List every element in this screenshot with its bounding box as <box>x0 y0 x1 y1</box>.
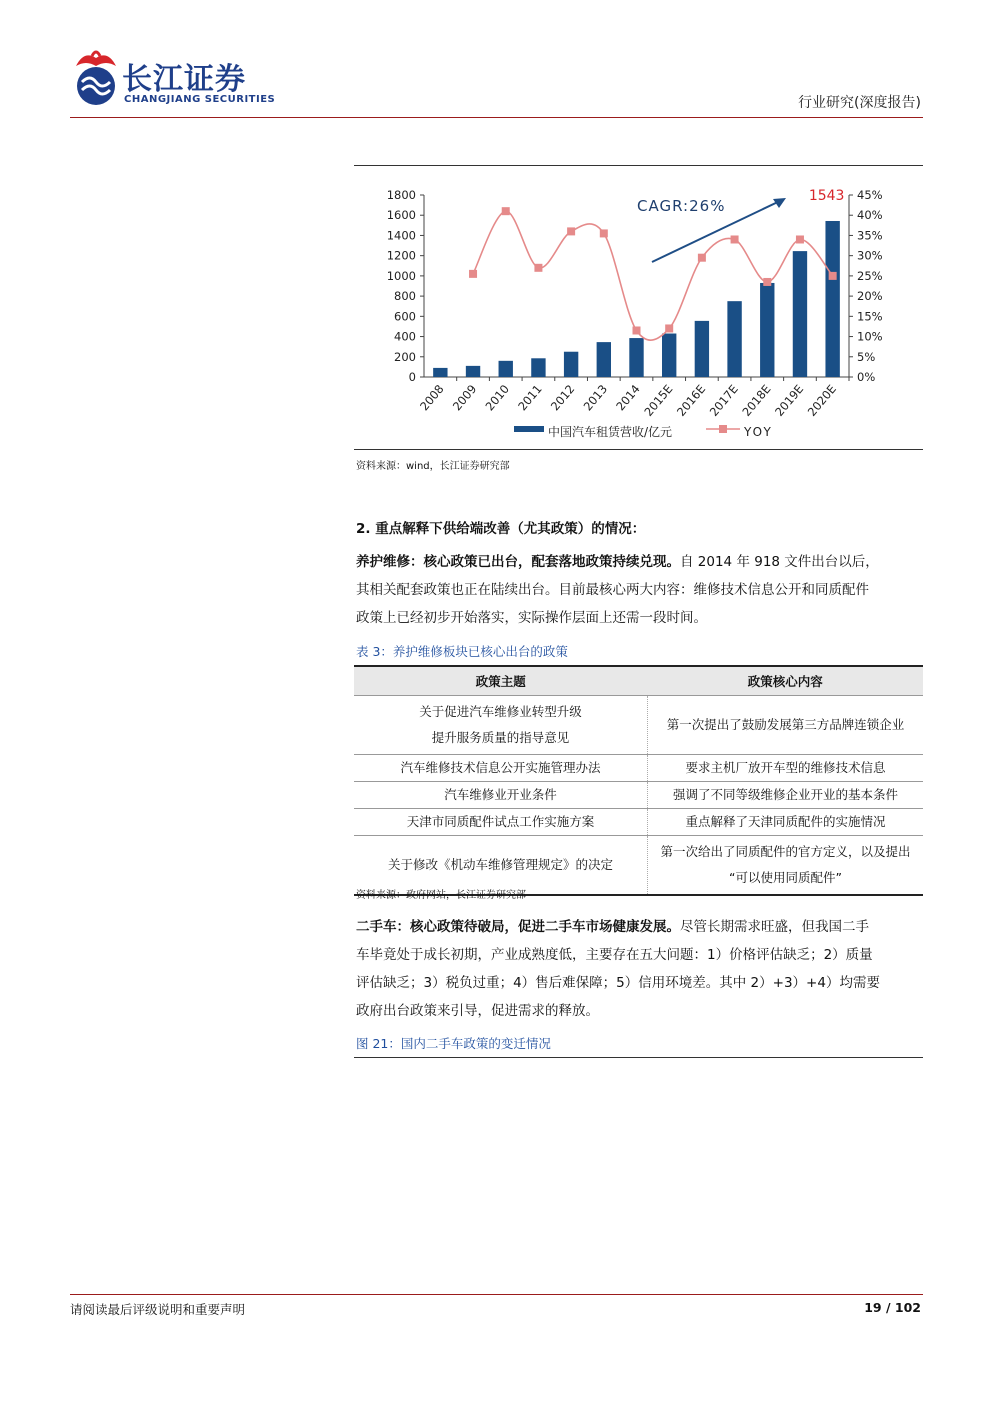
yoy-marker <box>600 229 608 237</box>
paragraph-line: 车毕竟处于成长初期，产业成熟度低，主要存在五大问题：1）价格评估缺乏；2）质量 <box>356 947 873 963</box>
policy-content-cell: 第一次给出了同质配件的官方定义，以及提出 “可以使用同质配件” <box>648 836 924 896</box>
figure-divider <box>354 1057 923 1058</box>
page-number: 19 / 102 <box>864 1300 921 1315</box>
yoy-marker <box>502 207 510 215</box>
x-tick-label: 2020E <box>804 381 839 419</box>
left-tick-label: 1600 <box>386 208 416 223</box>
x-tick-label: 2011 <box>515 381 545 414</box>
table-row <box>354 809 923 836</box>
right-tick-label: 20% <box>857 289 883 304</box>
revenue-bar <box>793 251 807 377</box>
legend-bar-label: 中国汽车租赁营收/亿元 <box>548 425 673 439</box>
x-tick-label: 2019E <box>772 381 807 419</box>
brand-name-cn: 长江证券 <box>122 62 246 97</box>
policy-content-cell: 要求主机厂放开车型的维修技术信息 <box>648 755 924 782</box>
paragraph-line: 养护维修：核心政策已出台，配套落地政策持续兑现。自 2014 年 918 文件出台以后， <box>356 554 879 570</box>
logo-emblem-icon <box>70 48 122 112</box>
left-tick-label: 800 <box>394 289 416 304</box>
legend-bar-swatch <box>514 426 544 432</box>
yoy-marker <box>829 272 837 280</box>
footer-divider <box>70 1294 923 1295</box>
right-tick-label: 15% <box>857 309 883 324</box>
company-logo <box>70 48 310 112</box>
right-tick-label: 40% <box>857 208 883 223</box>
legend-line-label: YOY <box>744 425 773 439</box>
x-tick-label: 2012 <box>547 381 578 414</box>
revenue-bar <box>629 338 643 377</box>
revenue-bar <box>695 321 709 377</box>
paragraph-line: 二手车：核心政策待破局，促进二手车市场健康发展。尽管长期需求旺盛，但我国二手 <box>356 919 869 935</box>
chart-source: 资料来源：wind，长江证券研究部 <box>356 461 510 472</box>
yoy-marker <box>796 235 804 243</box>
table-row <box>354 755 923 782</box>
chart-top-divider <box>354 165 923 166</box>
table-row <box>354 696 923 755</box>
chart-bottom-divider <box>354 449 923 450</box>
revenue-bar <box>564 352 578 377</box>
brand-name-en: CHANGJIANG SECURITIES <box>124 94 276 105</box>
left-tick-label: 200 <box>394 349 416 364</box>
left-tick-label: 400 <box>394 329 416 344</box>
cagr-annotation: CAGR:26% <box>637 197 726 215</box>
yoy-marker <box>731 235 739 243</box>
left-tick-label: 1400 <box>386 228 416 243</box>
report-section-label: 行业研究(深度报告) <box>798 95 921 111</box>
x-tick-label: 2017E <box>706 381 741 419</box>
revenue-bar <box>531 358 545 377</box>
x-tick-label: 2008 <box>417 381 447 414</box>
revenue-bar <box>597 342 611 377</box>
left-tick-label: 1800 <box>386 188 416 202</box>
highlight-value-label: 1543 <box>808 188 845 204</box>
table-row <box>354 782 923 809</box>
column-header: 政策主题 <box>354 666 648 696</box>
right-tick-label: 25% <box>857 268 883 283</box>
right-tick-label: 45% <box>857 188 883 202</box>
figure-caption: 图 21：国内二手车政策的变迁情况 <box>356 1036 551 1051</box>
policy-content-cell: 第一次提出了鼓励发展第三方品牌连锁企业 <box>648 696 924 755</box>
policy-content-cell: 强调了不同等级维修企业开业的基本条件 <box>648 782 924 809</box>
left-tick-label: 1200 <box>386 248 416 263</box>
header-divider <box>70 117 923 118</box>
table-source: 资料来源：政府网站，长江证券研究部 <box>356 890 526 901</box>
x-tick-label: 2009 <box>449 381 480 414</box>
revenue-bar <box>825 221 839 377</box>
policy-topic-cell: 汽车维修业开业条件 <box>354 782 648 809</box>
policy-topic-cell: 汽车维修技术信息公开实施管理办法 <box>354 755 648 782</box>
x-tick-label: 2014 <box>613 381 643 414</box>
revenue-bar <box>662 334 676 377</box>
revenue-bar <box>727 301 741 377</box>
legend-line-marker <box>719 425 727 433</box>
section-heading: 2. 重点解释下供给端改善（尤其政策）的情况： <box>356 521 646 537</box>
left-tick-label: 600 <box>394 309 416 324</box>
x-tick-label: 2010 <box>482 381 513 414</box>
right-tick-label: 10% <box>857 329 883 344</box>
yoy-marker <box>567 227 575 235</box>
yoy-marker <box>698 254 706 262</box>
policy-content-cell: 重点解释了天津同质配件的实施情况 <box>648 809 924 836</box>
x-tick-label: 2018E <box>739 381 774 419</box>
left-tick-label: 0 <box>408 370 416 384</box>
yoy-marker <box>534 264 542 272</box>
yoy-marker <box>763 278 771 286</box>
revenue-bar <box>499 361 513 377</box>
yoy-marker <box>469 270 477 278</box>
revenue-chart <box>354 180 923 445</box>
yoy-marker <box>633 326 641 334</box>
paragraph-line: 政策上已经初步开始落实，实际操作层面上还需一段时间。 <box>356 610 707 626</box>
yoy-marker <box>665 324 673 332</box>
policy-topic-cell: 关于修改《机动车维修管理规定》的决定 <box>354 836 648 896</box>
paragraph-line: 政府出台政策来引导，促进需求的释放。 <box>356 1003 599 1019</box>
right-tick-label: 0% <box>857 370 876 384</box>
policy-topic-cell: 天津市同质配件试点工作实施方案 <box>354 809 648 836</box>
revenue-bar <box>760 283 774 377</box>
left-tick-label: 1000 <box>386 268 416 283</box>
policy-table <box>354 665 923 896</box>
right-tick-label: 35% <box>857 228 883 243</box>
column-header: 政策核心内容 <box>648 666 924 696</box>
revenue-bar <box>466 366 480 377</box>
paragraph-line: 评估缺乏；3）税负过重；4）售后难保障；5）信用环境差。其中 2）+3）+4）均需要 <box>356 975 880 991</box>
footer-disclaimer: 请阅读最后评级说明和重要声明 <box>70 1302 246 1317</box>
x-tick-label: 2016E <box>673 381 709 419</box>
table-header-row <box>354 666 923 696</box>
paragraph-lead: 养护维修：核心政策已出台，配套落地政策持续兑现。 <box>356 554 680 570</box>
yoy-line <box>473 211 833 340</box>
right-tick-label: 5% <box>857 349 876 364</box>
policy-topic-cell: 关于促进汽车维修业转型升级 提升服务质量的指导意见 <box>354 696 648 755</box>
table-caption: 表 3：养护维修板块已核心出台的政策 <box>356 644 568 659</box>
right-tick-label: 30% <box>857 248 883 263</box>
x-tick-label: 2015E <box>641 381 676 419</box>
revenue-bar <box>433 368 447 377</box>
paragraph-line: 其相关配套政策也正在陆续出台。目前最核心两大内容：维修技术信息公开和同质配件 <box>356 582 869 598</box>
maintenance-paragraph <box>356 548 922 632</box>
x-tick-label: 2013 <box>580 381 611 414</box>
used-car-paragraph <box>356 913 922 1025</box>
paragraph-lead: 二手车：核心政策待破局，促进二手车市场健康发展。 <box>356 919 680 935</box>
